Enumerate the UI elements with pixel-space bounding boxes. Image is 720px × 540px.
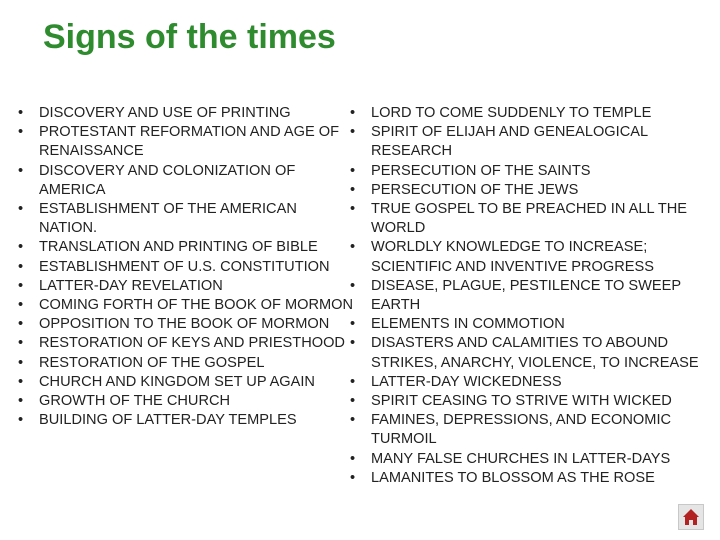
list-item: • DISASTERS AND CALAMITIES TO ABOUND STRIKES, ANARCHY, VIOLENCE, TO INCREASE [350, 334, 716, 372]
list-item: • LATTER-DAY REVELATION [18, 277, 354, 296]
list-item: • OPPOSITION TO THE BOOK OF MORMON [18, 315, 354, 334]
list-item: • RESTORATION OF KEYS AND PRIESTHOOD [18, 334, 354, 353]
list-item: • PROTESTANT REFORMATION AND AGE OF RENAISSANCE [18, 123, 354, 161]
list-item: • DISCOVERY AND COLONIZATION OF AMERICA [18, 162, 354, 200]
list-item: • LORD TO COME SUDDENLY TO TEMPLE [350, 104, 716, 123]
list-item: • FAMINES, DEPRESSIONS, AND ECONOMIC TURMOIL [350, 411, 716, 449]
list-item: • ELEMENTS IN COMMOTION [350, 315, 716, 334]
list-item: • SPIRIT CEASING TO STRIVE WITH WICKED [350, 392, 716, 411]
list-item: • DISEASE, PLAGUE, PESTILENCE TO SWEEP EARTH [350, 277, 716, 315]
list-item: • LATTER-DAY WICKEDNESS [350, 373, 716, 392]
list-item: • CHURCH AND KINGDOM SET UP AGAIN [18, 373, 354, 392]
left-bullet-list [18, 104, 354, 430]
list-item: • COMING FORTH OF THE BOOK OF MORMON [18, 296, 354, 315]
list-item: • SPIRIT OF ELIJAH AND GENEALOGICAL RESEARCH [350, 123, 716, 161]
list-item: • BUILDING OF LATTER-DAY TEMPLES [18, 411, 354, 430]
list-item: • DISCOVERY AND USE OF PRINTING [18, 104, 354, 123]
home-nav-button[interactable] [678, 504, 704, 530]
list-item: • GROWTH OF THE CHURCH [18, 392, 354, 411]
list-item: • TRUE GOSPEL TO BE PREACHED IN ALL THE WORLD [350, 200, 716, 238]
list-item: • WORLDLY KNOWLEDGE TO INCREASE; SCIENTIFIC AND INVENTIVE PROGRESS [350, 238, 716, 276]
list-item: • ESTABLISHMENT OF THE AMERICAN NATION. [18, 200, 354, 238]
list-item: • ESTABLISHMENT OF U.S. CONSTITUTION [18, 258, 354, 277]
list-item: • LAMANITES TO BLOSSOM AS THE ROSE [350, 469, 716, 488]
list-item: • TRANSLATION AND PRINTING OF BIBLE [18, 238, 354, 257]
list-item: • PERSECUTION OF THE JEWS [350, 181, 716, 200]
list-item: • MANY FALSE CHURCHES IN LATTER-DAYS [350, 450, 716, 469]
list-item: • PERSECUTION OF THE SAINTS [350, 162, 716, 181]
slide-title: Signs of the times [43, 18, 336, 56]
list-item: • RESTORATION OF THE GOSPEL [18, 354, 354, 373]
home-icon [681, 507, 701, 527]
right-bullet-list [350, 104, 716, 488]
